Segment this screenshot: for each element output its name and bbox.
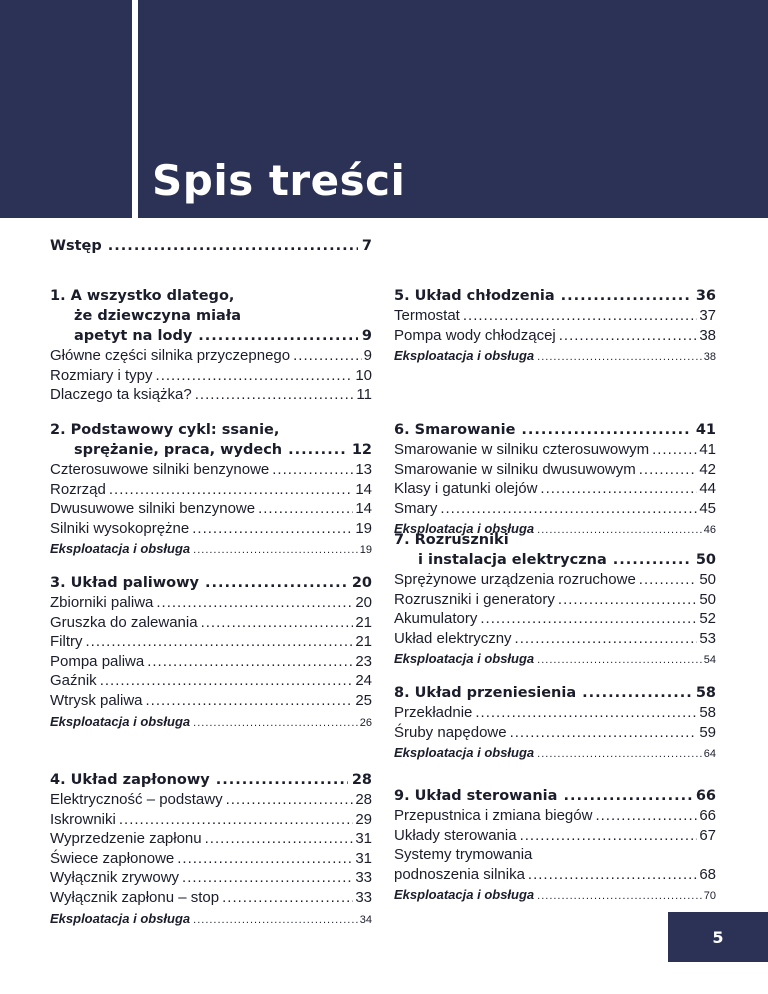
dot-leader <box>216 770 348 790</box>
toc-entry-title: Rozrząd <box>50 480 106 498</box>
toc-entry <box>50 691 372 711</box>
toc-entry-page: 37 <box>699 307 716 324</box>
toc-entry <box>394 499 716 519</box>
toc-entry <box>50 888 372 908</box>
toc-entry-page: 13 <box>355 461 372 478</box>
toc-entry-title: Eksploatacja i obsługa <box>394 521 535 537</box>
toc-entry-title: Gaźnik <box>50 672 97 690</box>
toc-entry <box>50 829 372 849</box>
toc-entry-page: 38 <box>703 351 716 364</box>
toc-entry-page: 50 <box>699 590 716 608</box>
section-heading-page: 36 <box>695 288 716 304</box>
toc-entry-page: 59 <box>699 723 716 741</box>
toc-entry-page: 46 <box>703 524 716 537</box>
toc-intro-entry <box>50 236 372 256</box>
dot-leader <box>147 652 353 672</box>
toc-entry-page: 41 <box>699 441 716 458</box>
toc-entry-page: 29 <box>355 810 372 828</box>
toc-entry <box>50 613 372 633</box>
toc-entry-page: 19 <box>355 519 372 537</box>
toc-entry-title: Gruszka do zalewania <box>50 613 198 631</box>
toc-section <box>394 786 716 907</box>
dot-leader <box>195 385 355 405</box>
section-heading <box>394 786 716 806</box>
section-heading-page: 41 <box>695 422 716 438</box>
page-number: 5 <box>668 912 768 962</box>
toc-entry-title: Układy sterowania <box>394 826 517 844</box>
toc-section <box>50 770 372 931</box>
toc-entry <box>394 703 716 723</box>
toc-entry-page: 20 <box>355 594 372 611</box>
toc-entry <box>50 790 372 810</box>
toc-entry-title: podnoszenia silnika <box>394 865 525 883</box>
toc-entry-title: Przepustnica i zmiana biegów <box>394 807 593 824</box>
section-heading-page: 28 <box>351 772 372 788</box>
dot-leader <box>558 590 697 610</box>
dot-leader <box>86 632 354 652</box>
toc-entry-title: Systemy trymowania <box>394 846 533 864</box>
dot-leader <box>510 723 698 743</box>
section-heading-title: 3. Układ paliwowy <box>50 575 199 591</box>
dot-leader <box>193 909 358 931</box>
dot-leader <box>226 790 354 810</box>
toc-entry-title: Rozruszniki i generatory <box>394 590 555 608</box>
section-heading <box>394 550 716 570</box>
toc-entry-title: Iskrowniki <box>50 810 116 828</box>
dot-leader <box>559 326 698 346</box>
page-title: Spis treści <box>152 156 406 205</box>
dot-leader <box>272 460 353 480</box>
toc-entry-title: Silniki wysokoprężne <box>50 519 190 537</box>
dot-leader <box>639 460 698 480</box>
toc-entry-page: 64 <box>703 748 716 761</box>
toc-entry <box>394 590 716 610</box>
toc-entry-page: 26 <box>359 716 372 729</box>
toc-entry-title: Główne części silnika przyczepnego <box>50 347 291 364</box>
header-band-left <box>0 0 132 218</box>
toc-entry-page: 45 <box>699 499 716 517</box>
toc-entry-page: 38 <box>699 326 716 344</box>
section-heading-title: i instalacja elektryczna <box>418 552 607 568</box>
dot-leader <box>293 346 362 366</box>
toc-entry-title: Smarowanie w silniku czterosuwowym <box>394 441 650 458</box>
toc-entry <box>50 385 372 405</box>
toc-entry <box>394 440 716 460</box>
dot-leader <box>198 326 358 346</box>
toc-entry-title: Eksploatacja i obsługa <box>394 745 535 761</box>
dot-leader <box>528 865 697 885</box>
dot-leader <box>561 286 692 306</box>
dot-leader <box>520 826 698 846</box>
section-heading-title: 6. Smarowanie <box>394 422 516 438</box>
toc-entry-title: Eksploatacja i obsługa <box>394 651 535 667</box>
toc-entry-title: Dlaczego ta książka? <box>50 386 192 404</box>
toc-entry <box>50 652 372 672</box>
toc-entry-page: 66 <box>699 807 716 824</box>
dot-leader <box>537 346 702 368</box>
toc-entry-page: 33 <box>355 888 372 906</box>
toc-entry-title: Świece zapłonowe <box>50 849 175 867</box>
dot-leader <box>156 593 353 613</box>
section-heading-page: 58 <box>695 685 716 701</box>
dot-leader <box>109 480 353 500</box>
toc-entry <box>50 671 372 691</box>
maintenance-entry <box>50 908 372 931</box>
dot-leader <box>440 499 697 519</box>
maintenance-entry <box>394 884 716 907</box>
dot-leader <box>652 440 697 460</box>
dot-leader <box>582 683 692 703</box>
toc-entry-page: 14 <box>355 500 372 518</box>
toc-section <box>50 286 372 405</box>
dot-leader <box>463 306 697 326</box>
maintenance-entry <box>394 345 716 368</box>
dot-leader <box>521 420 691 440</box>
toc-entry-page: 31 <box>355 830 372 848</box>
toc-entry-title: Sprężynowe urządzenia rozruchowe <box>394 571 636 588</box>
dot-leader <box>156 366 354 386</box>
toc-entry <box>394 460 716 480</box>
toc-entry-title: Wyłącznik zapłonu – stop <box>50 888 220 906</box>
maintenance-entry <box>50 538 372 561</box>
toc-entry-page: 21 <box>355 613 372 631</box>
section-heading <box>50 326 372 346</box>
toc-entry-title: Wtrysk paliwa <box>50 691 143 709</box>
toc-entry <box>394 806 716 826</box>
section-heading-page: 20 <box>351 575 372 591</box>
toc-entry-title: Przekładnie <box>394 704 473 721</box>
toc-entry-page: 31 <box>355 849 372 867</box>
toc-entry-title: Śruby napędowe <box>394 723 507 741</box>
toc-entry-title: Eksploatacja i obsługa <box>394 348 535 364</box>
dot-leader <box>192 519 353 539</box>
dot-leader <box>182 868 353 888</box>
dot-leader <box>540 479 697 499</box>
toc-section <box>394 683 716 765</box>
toc-entry-page: 24 <box>355 672 372 690</box>
toc-section <box>394 530 716 671</box>
dot-leader <box>205 829 354 849</box>
section-heading-title: 4. Układ zapłonowy <box>50 772 210 788</box>
section-heading-line: 1. A wszystko dlatego, <box>50 288 235 304</box>
toc-entry <box>50 849 372 869</box>
toc-entry-page: 14 <box>355 480 372 498</box>
toc-entry-title: Eksploatacja i obsługa <box>394 887 535 903</box>
toc-entry-title: Smarowanie w silniku dwusuwowym <box>394 460 636 478</box>
toc-entry-page: 67 <box>699 826 716 844</box>
toc-entry-page: 44 <box>699 480 716 498</box>
toc-entry-page: 50 <box>699 571 716 588</box>
toc-section <box>394 286 716 368</box>
toc-entry-title: Elektryczność – podstawy <box>50 791 223 808</box>
section-heading-title: 5. Układ chłodzenia <box>394 288 555 304</box>
toc-entry <box>394 826 716 846</box>
toc-entry <box>50 593 372 613</box>
toc-entry-page: 70 <box>703 890 716 903</box>
toc-entry <box>50 460 372 480</box>
toc-entry-title: Eksploatacja i obsługa <box>50 910 191 926</box>
toc-entry <box>50 480 372 500</box>
toc-entry <box>394 326 716 346</box>
section-heading-title: apetyt na lody <box>74 328 193 344</box>
toc-entry <box>394 865 716 885</box>
toc-entry-title: Eksploatacja i obsługa <box>50 541 191 557</box>
dot-leader <box>613 550 692 570</box>
section-heading <box>394 420 716 440</box>
toc-entry-page: 23 <box>355 652 372 670</box>
dot-leader <box>177 849 353 869</box>
toc-entry-title: Termostat <box>394 307 460 324</box>
dot-leader <box>205 573 348 593</box>
toc-entry-title: Smary <box>394 499 438 517</box>
toc-entry-title: Filtry <box>50 633 83 651</box>
toc-entry-title: Pompa wody chłodzącej <box>394 326 556 344</box>
toc-entry-page: 52 <box>699 610 716 628</box>
dot-leader <box>537 649 702 671</box>
section-heading-title: 9. Układ sterowania <box>394 788 558 804</box>
section-heading <box>394 683 716 703</box>
toc-intro-page: 7 <box>361 238 372 254</box>
toc-entry-title: Układ elektryczny <box>394 629 512 647</box>
toc-entry-title: Klasy i gatunki olejów <box>394 480 538 498</box>
maintenance-entry <box>394 742 716 765</box>
section-heading-title: 8. Układ przeniesienia <box>394 685 577 701</box>
dot-leader <box>119 810 353 830</box>
toc-entry <box>50 632 372 652</box>
section-heading <box>50 770 372 790</box>
dot-leader <box>475 703 697 723</box>
toc-entry <box>394 629 716 649</box>
toc-entry-title: Wyłącznik zrywowy <box>50 869 180 887</box>
toc-entry-title: Pompa paliwa <box>50 652 145 670</box>
toc-section <box>50 420 372 561</box>
toc-entry-page: 54 <box>703 654 716 667</box>
toc-entry-title: Akumulatory <box>394 610 478 628</box>
toc-entry-page: 9 <box>363 347 372 364</box>
section-heading-line: 2. Podstawowy cykl: ssanie, <box>50 422 280 438</box>
section-heading <box>50 440 372 460</box>
dot-leader <box>258 499 353 519</box>
toc-section <box>394 420 716 541</box>
toc-section <box>50 573 372 734</box>
toc-entry-page: 58 <box>699 704 716 721</box>
toc-entry <box>394 479 716 499</box>
dot-leader <box>288 440 348 460</box>
toc-entry <box>394 609 716 629</box>
maintenance-entry <box>394 648 716 671</box>
section-heading-page: 12 <box>351 442 372 458</box>
section-heading <box>50 573 372 593</box>
dot-leader <box>201 613 354 633</box>
toc-entry-page: 11 <box>356 386 372 404</box>
toc-entry <box>50 810 372 830</box>
section-heading-page: 66 <box>695 788 716 804</box>
toc-entry <box>50 868 372 888</box>
toc-entry-page: 33 <box>355 869 372 887</box>
dot-leader <box>563 786 691 806</box>
toc-entry-page: 10 <box>355 366 372 384</box>
toc-entry-page: 19 <box>359 544 372 557</box>
dot-leader <box>100 671 354 691</box>
toc-entry-page: 42 <box>699 460 716 478</box>
section-heading-line: 7. Rozruszniki <box>394 532 509 548</box>
dot-leader <box>515 629 698 649</box>
toc-entry <box>50 499 372 519</box>
toc-entry-title: Dwusuwowe silniki benzynowe <box>50 500 256 518</box>
toc-entry-title: Zbiorniki paliwa <box>50 594 154 611</box>
toc-entry <box>394 845 716 865</box>
section-heading-line: że dziewczyna miała <box>74 308 242 324</box>
toc-entry-page: 34 <box>359 913 372 926</box>
toc-entry-page: 28 <box>355 791 372 808</box>
section-heading-title: sprężanie, praca, wydech <box>74 442 283 458</box>
dot-leader <box>108 236 358 256</box>
dot-leader <box>537 885 702 907</box>
toc-entry <box>50 346 372 366</box>
toc-entry-page: 25 <box>355 691 372 709</box>
dot-leader <box>537 743 702 765</box>
dot-leader <box>595 806 697 826</box>
toc-intro-title: Wstęp <box>50 238 102 254</box>
toc-entry-title: Eksploatacja i obsługa <box>50 713 191 729</box>
dot-leader <box>639 570 698 590</box>
dot-leader <box>146 691 354 711</box>
dot-leader <box>222 888 353 908</box>
toc-entry-page: 21 <box>355 633 372 651</box>
maintenance-entry <box>50 711 372 734</box>
toc-entry <box>50 519 372 539</box>
section-heading-page: 9 <box>361 328 372 344</box>
toc-entry <box>394 723 716 743</box>
dot-leader <box>480 609 697 629</box>
dot-leader <box>193 712 358 734</box>
dot-leader <box>193 539 358 561</box>
section-heading-page: 50 <box>695 552 716 568</box>
toc-entry <box>394 306 716 326</box>
toc-entry <box>394 570 716 590</box>
toc-entry-title: Wyprzedzenie zapłonu <box>50 830 202 848</box>
toc-entry <box>50 366 372 386</box>
toc-entry-title: Rozmiary i typy <box>50 366 153 384</box>
toc-entry-title: Czterosuwowe silniki benzynowe <box>50 461 270 478</box>
toc-entry-page: 53 <box>699 629 716 647</box>
toc-entry-page: 68 <box>699 865 716 883</box>
section-heading <box>394 286 716 306</box>
intro-entry-container <box>50 236 372 256</box>
